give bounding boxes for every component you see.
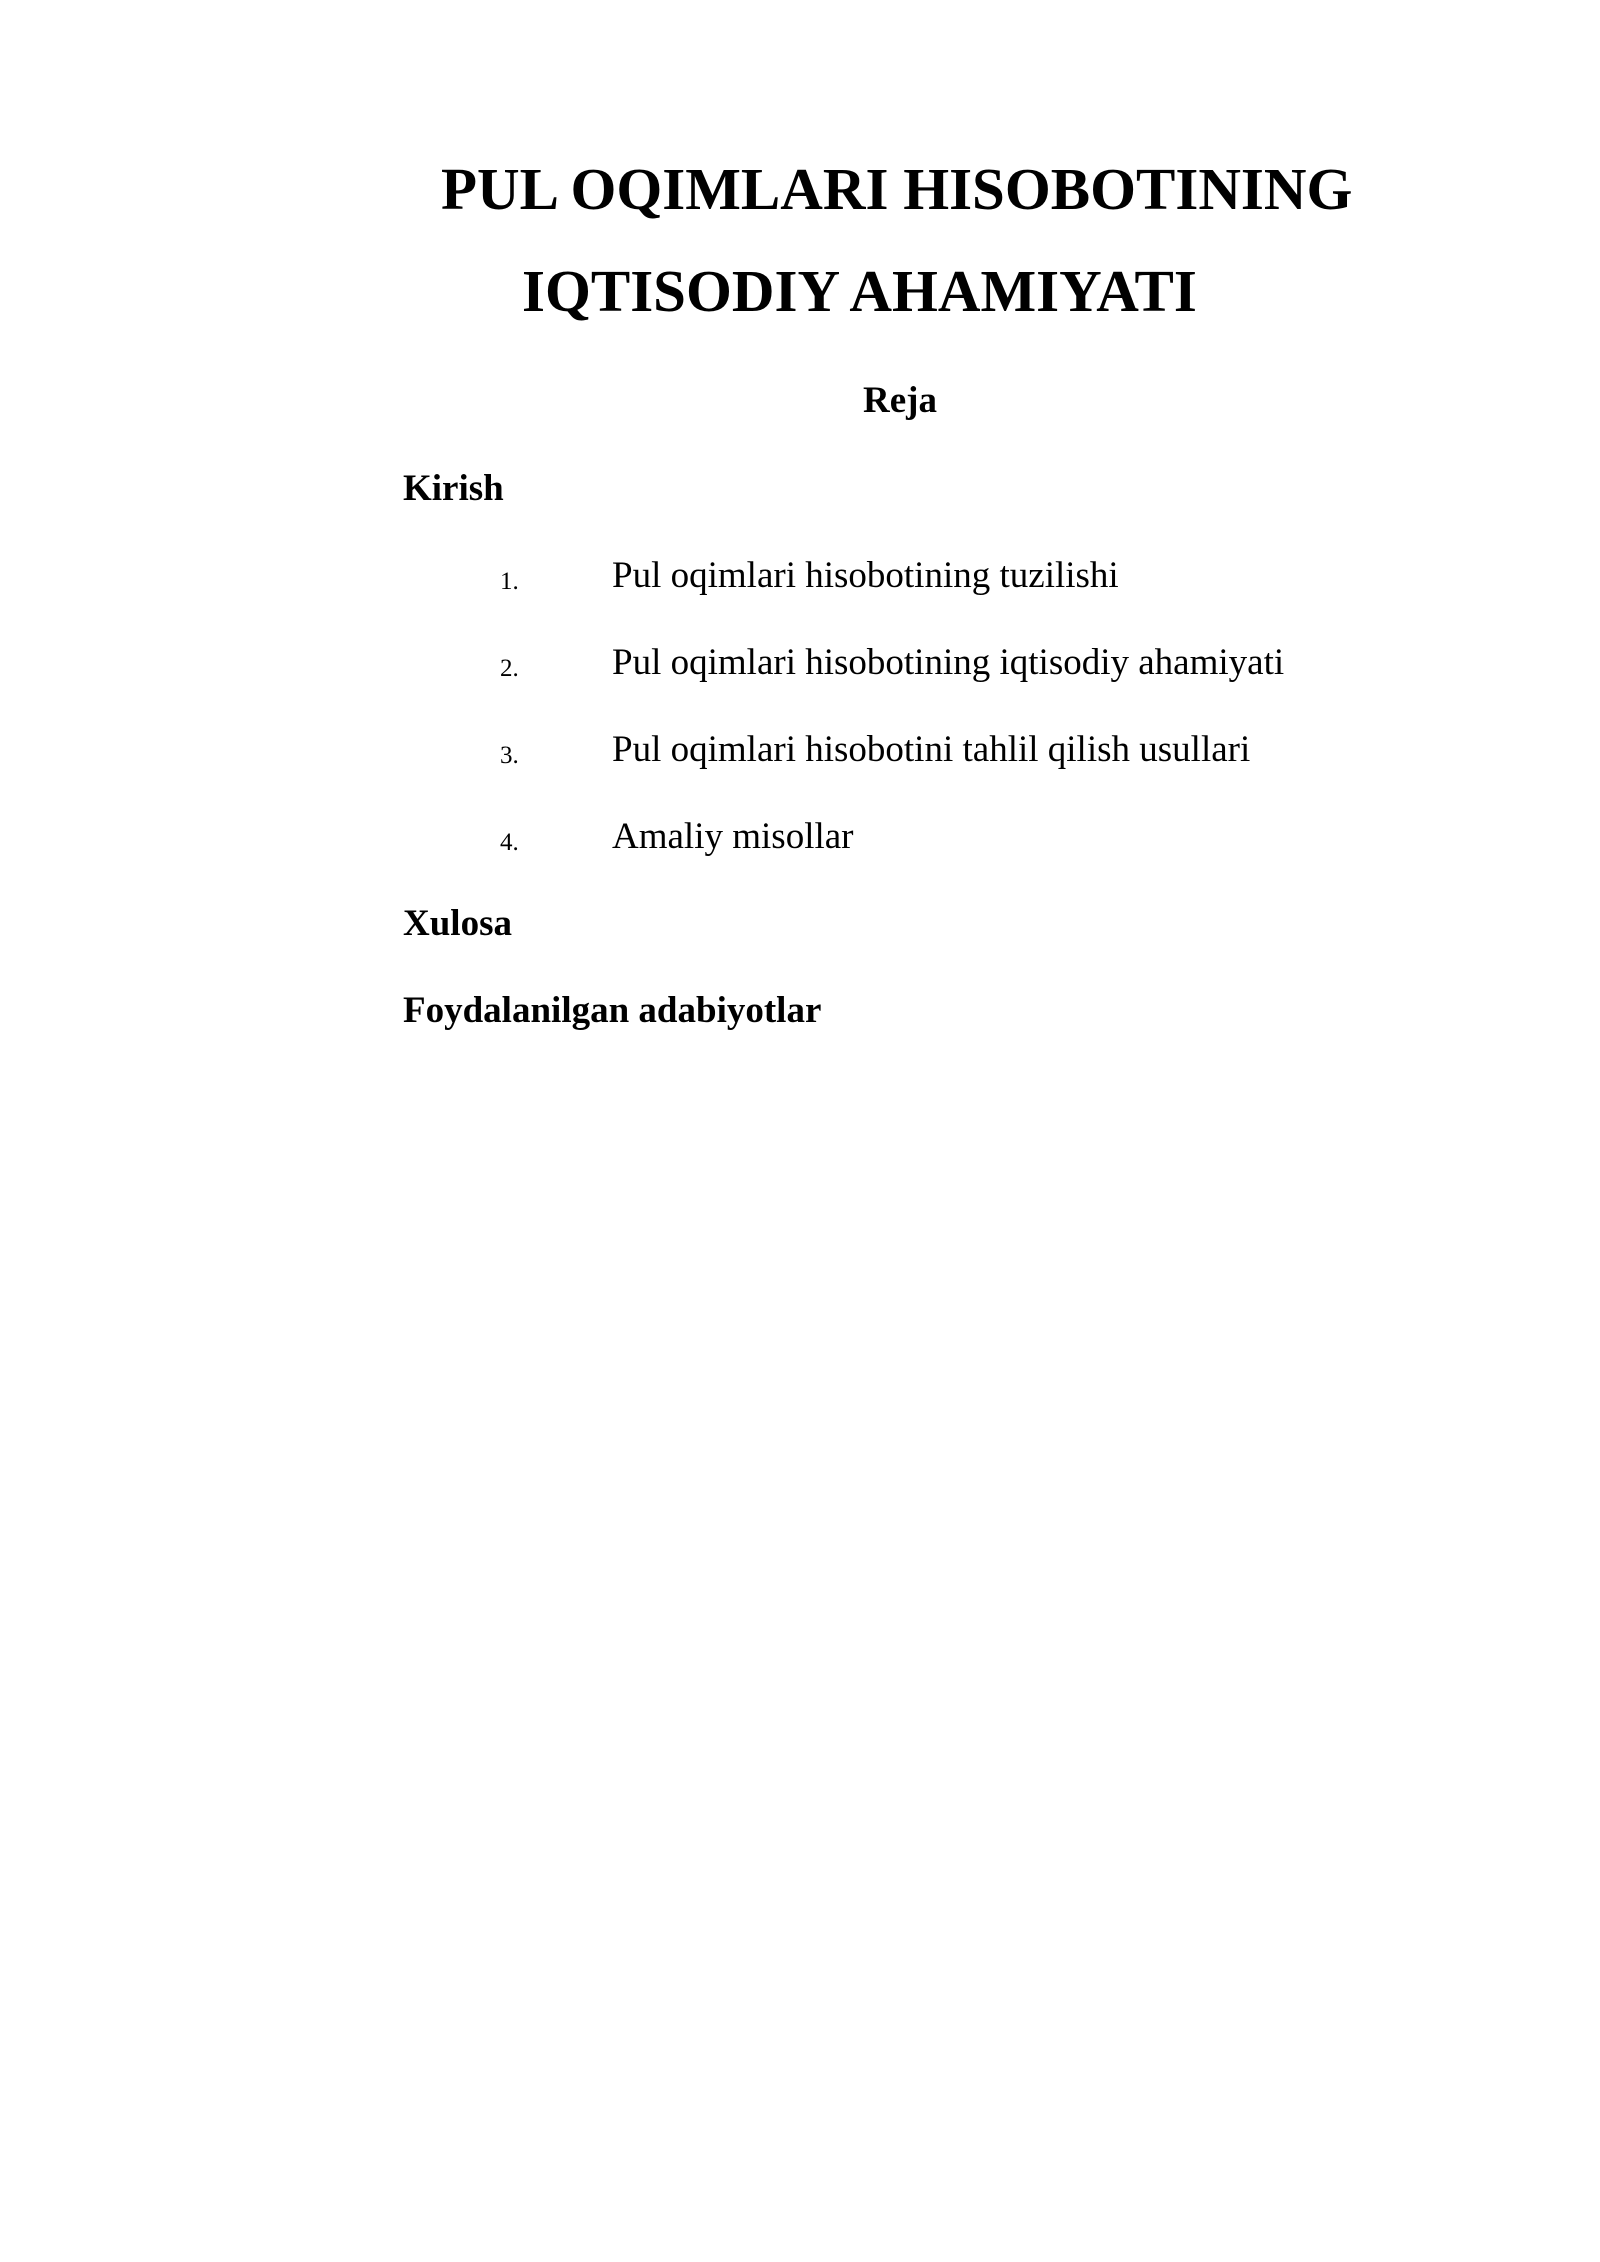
plan-item-text: Pul oqimlari hisobotini tahlil qilish usullari [612, 729, 1251, 770]
plan-list-item [0, 644, 1600, 690]
plan-list-item [0, 731, 1600, 777]
plan-item-number: 2. [500, 655, 519, 682]
section-references: Foydalanilgan adabiyotlar [403, 990, 822, 1031]
plan-item-text: Pul oqimlari hisobotining iqtisodiy ahamiyati [612, 642, 1285, 683]
document-title-line-1: PUL OQIMLARI HISOBOTINING [441, 156, 1353, 222]
section-conclusion: Xulosa [403, 903, 512, 944]
plan-item-number: 3. [500, 742, 519, 769]
plan-heading: Reja [863, 380, 937, 421]
plan-item-text: Amaliy misollar [612, 816, 854, 857]
plan-item-text: Pul oqimlari hisobotining tuzilishi [612, 555, 1119, 596]
plan-list-item [0, 818, 1600, 864]
section-intro: Kirish [403, 468, 504, 509]
plan-list-item [0, 557, 1600, 603]
document-title-line-2: IQTISODIY AHAMIYATI [522, 258, 1197, 324]
plan-item-number: 4. [500, 829, 519, 856]
plan-item-number: 1. [500, 568, 519, 595]
